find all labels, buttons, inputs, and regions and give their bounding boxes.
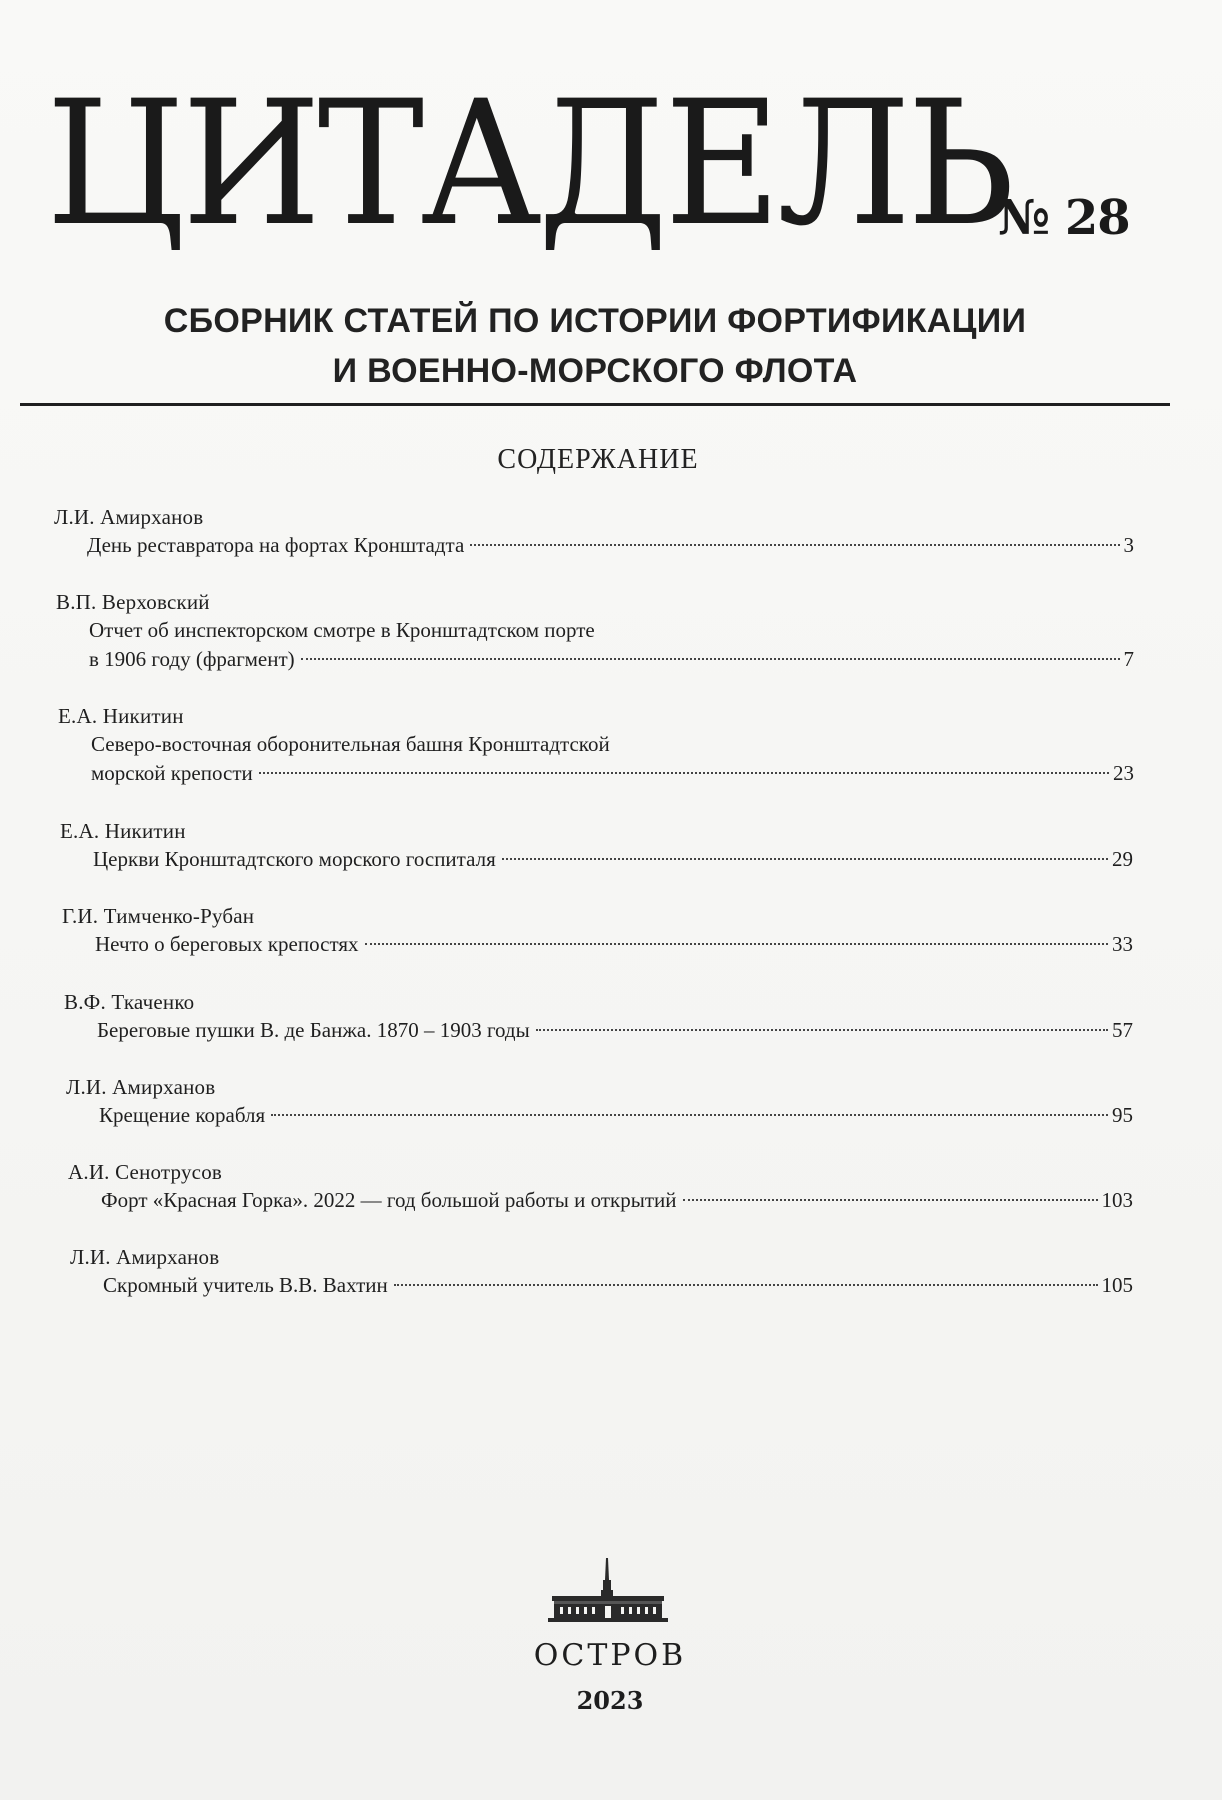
toc-entry [54,503,1134,560]
toc-entry-title-row [60,845,1133,874]
toc-entry-page-number: 7 [1123,647,1134,671]
toc-entry [60,817,1133,874]
toc-leader-dots [502,858,1108,860]
toc-entry-page-number: 29 [1112,847,1133,871]
toc-entry-page-number: 3 [1123,533,1134,557]
subtitle-line-1: СБОРНИК СТАТЕЙ ПО ИСТОРИИ ФОРТИФИКАЦИИ [163,302,1027,340]
toc-entry-title: морской крепости [91,761,253,785]
toc-leader-dots [536,1029,1108,1031]
toc-leader-dots [271,1114,1108,1116]
toc-entry-title-row [66,1101,1133,1130]
toc-entry-author: Л.И. Амирханов [70,1245,220,1269]
toc-leader-dots [394,1284,1098,1286]
toc-entry-title: Береговые пушки В. де Банжа. 1870 – 1903 годы [97,1018,530,1042]
issue-number: № 28 [998,190,1130,246]
contents-heading: СОДЕРЖАНИЕ [497,444,699,475]
toc-entry-title-row [56,645,1134,674]
publication-year: 2023 [576,1686,644,1715]
toc-entry [62,902,1133,959]
toc-entry [56,588,1134,674]
toc-entry-page-number: 95 [1112,1103,1133,1127]
toc-entry-title: Крещение корабля [99,1103,266,1127]
toc-entry [58,702,1134,788]
toc-leader-dots [683,1199,1098,1201]
toc-entry-title-row [70,1271,1133,1300]
toc-entry-title: в 1906 году (фрагмент) [89,647,295,671]
toc-entry-author: Л.И. Амирханов [66,1075,216,1099]
toc-entry [70,1243,1133,1300]
toc-leader-dots [301,658,1120,660]
toc-entry-title-row [58,759,1134,788]
toc-entry-title: Нечто о береговых крепостях [95,932,359,956]
toc-entry-author: Л.И. Амирханов [54,505,204,529]
toc-entry-author: Е.А. Никитин [60,819,186,843]
toc-entry-title: Скромный учитель В.В. Вахтин [103,1273,388,1297]
toc-entry-author: В.П. Верховский [56,590,210,614]
toc-entry-author: Г.И. Тимченко-Рубан [62,904,255,928]
toc-entry-page-number: 105 [1101,1273,1133,1297]
toc-entry-title-row [68,1186,1133,1215]
toc-entry-page-number: 57 [1112,1018,1133,1042]
toc-entry-author: Е.А. Никитин [58,704,184,728]
toc-entry-title-line: Северо-восточная оборонительная башня Кронштадтской [91,732,610,756]
toc-entry [66,1073,1133,1130]
toc-leader-dots [365,943,1108,945]
journal-masthead: ЦИТАДЕЛЬ [46,63,1012,264]
toc-entry-title-row [64,1016,1133,1045]
toc-leader-dots [470,544,1119,546]
toc-entry-title: День реставратора на фортах Кронштадта [87,533,465,557]
toc-entry-title: Церкви Кронштадтского морского госпиталя [93,847,496,871]
toc-entry-title-row [62,930,1133,959]
publisher-name: ОСТРОВ [533,1638,687,1673]
toc-entry-page-number: 23 [1113,761,1134,785]
toc-entry [64,988,1133,1045]
toc-entry [68,1158,1133,1215]
toc-entry-page-number: 33 [1112,932,1133,956]
toc-entry-author: В.Ф. Ткаченко [64,990,195,1014]
subtitle-line-2: И ВОЕННО-МОРСКОГО ФЛОТА [332,352,858,390]
toc-entry-title-line: Отчет об инспекторском смотре в Кронштадтском порте [89,618,595,642]
citadel-spire-icon [548,1558,668,1628]
toc-entry-title-row [54,531,1134,560]
toc-leader-dots [259,772,1109,774]
toc-entry-title: Форт «Красная Горка». 2022 — год большой работы и открытий [101,1188,677,1212]
toc-entry-author: А.И. Сенотрусов [68,1160,223,1184]
toc-entry-page-number: 103 [1101,1188,1133,1212]
